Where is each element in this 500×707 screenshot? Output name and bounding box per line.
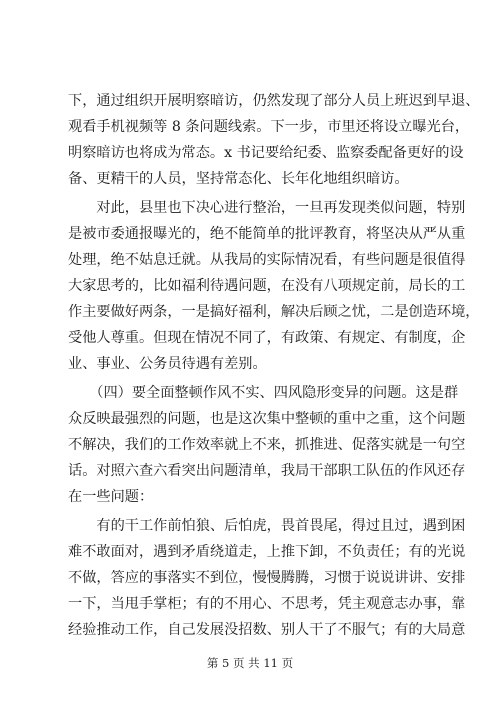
- paragraph: [68, 88, 480, 192]
- text-line: 经验推动工作，自己发展没招数、别人干了不服气；有的大局意: [68, 622, 466, 638]
- text-line: 难不敢面对，遇到矛盾绕道走，上推下卸，不负责任；有的光说: [68, 544, 466, 560]
- text-line: 大家思考的，比如福利待遇问题，在没有八项规定前，局长的工: [68, 278, 466, 294]
- text-line: 有的干工作前怕狼、后怕虎，畏首畏尾，得过且过，遇到困: [68, 518, 466, 534]
- paragraph: [68, 195, 480, 377]
- text-line: 受他人尊重。但现在情况不同了，有政策、有规定、有制度，企: [68, 330, 466, 346]
- text-line: 业、事业、公务员待遇有差别。: [68, 356, 267, 372]
- paragraph: [68, 380, 466, 510]
- text-line: 在一些问题：: [68, 489, 154, 505]
- text-line: 备、更精干的人员，坚持常态化、长年化地组织暗访。: [68, 171, 409, 187]
- text-line: 下，通过组织开展明察暗访，仍然发现了部分人员上班迟到早退、: [68, 93, 480, 109]
- text-line: 观看手机视频等 8 条问题线索。下一步，市里还将设立曝光台，: [68, 119, 470, 135]
- page-footer: 第 5 页 共 11 页: [206, 656, 294, 670]
- text-line: （四）要全面整顿作风不实、四风隐形变异的问题。这是群: [68, 385, 459, 401]
- text-line: 明察暗访也将成为常态。x 书记要给纪委、监察委配备更好的设: [68, 145, 464, 161]
- text-line: 众反映最强烈的问题，也是这次集中整顿的重中之重，这个问题: [68, 411, 466, 427]
- text-line: 不解决，我们的工作效率就上不来，抓推进、促落实就是一句空: [68, 437, 466, 453]
- text-line: 作主要做好两条，一是搞好福利，解决后顾之忧，二是创造环境，: [68, 304, 480, 320]
- text-line: 是被市委通报曝光的，绝不能简单的批评教育，将坚决从严从重: [68, 226, 466, 242]
- paragraph: [68, 513, 466, 643]
- text-line: 一下，当甩手掌柜；有的不用心、不思考，凭主观意志办事，靠: [68, 596, 466, 612]
- text-line: 不做，答应的事落实不到位，慢慢腾腾，习惯于说说讲讲、安排: [68, 570, 466, 586]
- document-body: [68, 88, 480, 643]
- text-line: 处理，绝不姑息迁就。从我局的实际情况看，有些问题是很值得: [68, 252, 466, 268]
- text-line: 话。对照六查六看突出问题清单，我局干部职工队伍的作风还存: [68, 463, 466, 479]
- text-line: 对此，县里也下决心进行整治，一旦再发现类似问题，特别: [68, 200, 466, 216]
